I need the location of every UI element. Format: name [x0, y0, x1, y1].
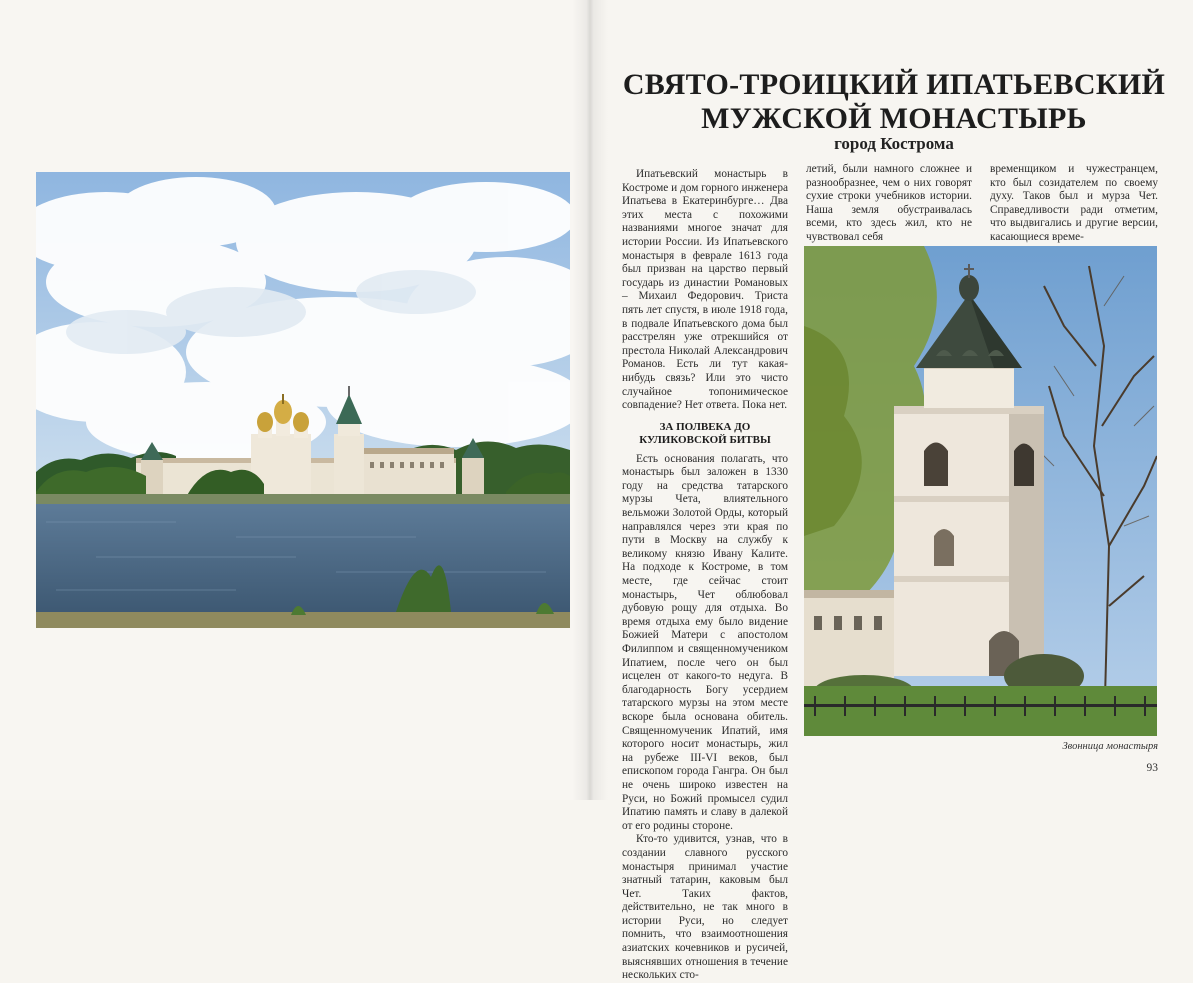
paragraph: Ипатьевский монастырь в Костроме и дом горного инженера Ипатьева в Екатеринбурге… Два этих места с похожими названиями многое значат для истории России. Из Ипатьевского монастыря в феврале 1613 года был призван на царство первый государь из династии Романовых – Михаил Федорович. Триста пять лет спустя, в июле 1918 года, в подвале Ипатьевского дома был расстрелян уже отрекшийся от престола Николай Александрович Романов. Есть ли тут какая-нибудь связь? Или это чисто случайное топонимическое совпадение? Нет ответа. Пока нет. [622, 168, 788, 412]
article-title: СВЯТО-ТРОИЦКИЙ ИПАТЬЕВСКИЙ МУЖСКОЙ МОНАСТЫРЬ [622, 68, 1166, 135]
paragraph: Кто-то удивится, узнав, что в создании славного русского монастыря принимал участие знатный татарин, каковым был Чет. Таких фактов, действительно, не так много в истории Руси, но следует помнить, что взаимоотношения азиатских кочевников и русичей, выяснявших отношения в течение нескольких сто- [622, 833, 788, 982]
section-heading: ЗА ПОЛВЕКА ДО КУЛИКОВСКОЙ БИТВЫ [639, 420, 771, 446]
page-gutter [572, 0, 608, 800]
monastery-river-photo [36, 172, 570, 628]
paragraph: Есть основания полагать, что монастырь был заложен в 1330 году на средства татарского мурзы Чета, влиятельного вельможи Золотой Орды, который направлялся через эти края по пути в Москву на службу к великому князю Ивану Калите. На подходе к Костроме, в том месте, где сейчас стоит монастырь, Чет облюбовал дубовую рощу для отдыха. Во время отдыха ему было видение Божией Матери с апостолом Филиппом и священномучеником Ипатием, после чего он был исцелен от какого-то недуга. В благодарность Богу усердием татарского мурзы на этом месте вскоре была основана обитель. Священномученик Ипатий, имя которого носит монастырь, жил на рубеже III-VI веков, был епископом города Гангра. Он был не очень широко известен на Руси, но Божий промысел судил Ипатию память и славу в далекой от его родины стороне. [622, 452, 788, 832]
left-page [0, 0, 590, 800]
paragraph: летий, были намного сложнее и разнообразнее, чем о них говорят сухие строки учебников истории. Наша земля обустраивалась всеми, кто здесь жил, кто не чувствовал себя [806, 163, 972, 243]
text-column-3 [990, 163, 1158, 245]
article-subtitle: город Кострома [834, 134, 954, 153]
photo-caption: Звонница монастыря [1062, 741, 1158, 752]
page-number: 93 [1146, 762, 1158, 774]
bell-tower-photo [804, 246, 1157, 736]
paragraph: временщиком и чужестранцем, кто был созидателем по своему духу. Таков был и мурза Чет. Справедливости ради отметим, что выдвигались и другие версии, касающиеся време- [990, 163, 1158, 243]
text-column-1 [622, 168, 788, 983]
text-column-2 [806, 163, 972, 245]
